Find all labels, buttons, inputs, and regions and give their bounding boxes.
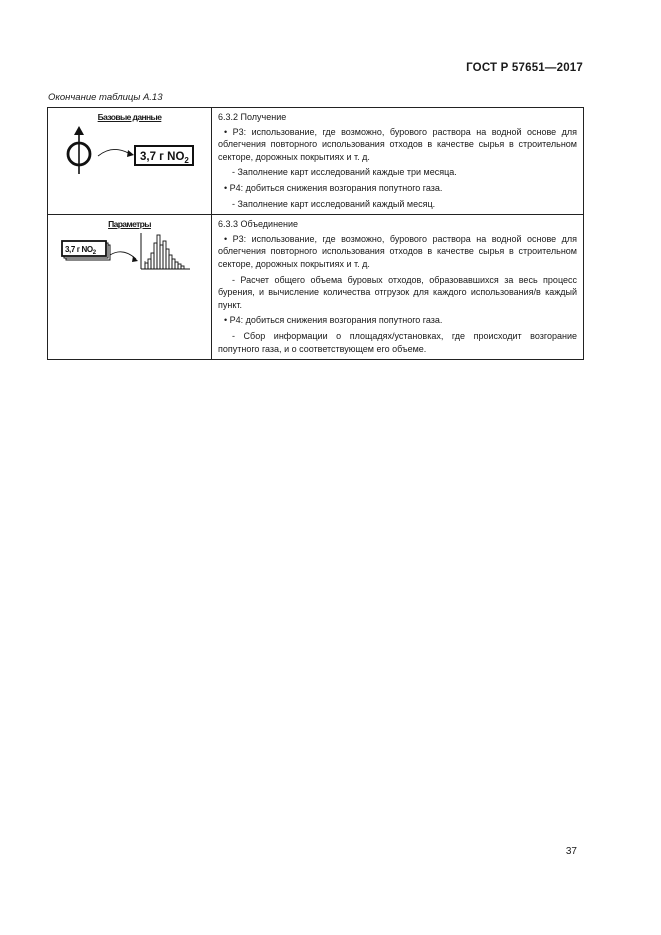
figure-cell bbox=[48, 108, 212, 215]
arrow-head-icon bbox=[74, 126, 84, 135]
table-a13 bbox=[47, 107, 584, 360]
curved-arrowhead-icon bbox=[132, 256, 138, 262]
stacked-box-text: 3,7 г $NO_2$ bbox=[65, 244, 96, 256]
parameters-diagram bbox=[48, 231, 211, 275]
meter-diagram bbox=[48, 124, 211, 188]
page-number: 37 bbox=[565, 846, 577, 857]
dash-paragraph: - Сбор информации о площадях/установках, где происходит возгорание попутного газа, и о соответствующем его объеме. bbox=[218, 330, 577, 354]
section-heading: 6.3.3 Объединение bbox=[218, 219, 299, 230]
text-cell bbox=[212, 215, 584, 360]
dash-paragraph: - Заполнение карт исследований каждый месяц. bbox=[232, 198, 436, 209]
dash-paragraph: - Заполнение карт исследований каждые три месяца. bbox=[232, 167, 457, 178]
text-cell bbox=[212, 108, 584, 215]
dash-paragraph: - Расчет общего объема буровых отходов, образовавшихся за весь процесс бурения, и вычисление количества отгрузок для каждого использования/в каждый пункт. bbox=[218, 274, 577, 310]
figure-cell bbox=[48, 215, 212, 360]
value-box-text: 3,7 г $NO_2$ bbox=[140, 150, 189, 165]
section-heading: 6.3.2 Получение bbox=[218, 112, 287, 122]
curved-arrowhead-icon bbox=[127, 150, 134, 157]
figure-title: Параметры bbox=[108, 219, 151, 230]
histogram-bars-icon bbox=[145, 235, 184, 269]
bullet-paragraph: • Р4: добиться снижения возгорания попутного газа. bbox=[224, 315, 443, 326]
table-row bbox=[48, 215, 584, 360]
bullet-paragraph: • Р3: использование, где возможно, бурового раствора на водной основе для облегчения повторного использования отходов в качестве сырья в строительном секторе, дорожных покрытиях и т. д. bbox=[218, 233, 577, 269]
table-row bbox=[48, 108, 584, 215]
curved-arrow bbox=[110, 252, 136, 259]
bullet-paragraph: • Р3: использование, где возможно, бурового раствора на водной основе для облегчения повторного использования отходов в качестве сырья в строительном секторе, дорожных покрытиях и т. д. bbox=[218, 126, 577, 162]
figure-title: Базовые данные bbox=[97, 112, 162, 122]
table-caption: Окончание таблицы А.13 bbox=[48, 92, 163, 103]
document-code: ГОСТ Р 57651—2017 bbox=[466, 62, 583, 74]
bullet-paragraph: • Р4: добиться снижения возгорания попутного газа. bbox=[224, 182, 443, 193]
curved-arrow bbox=[98, 149, 130, 156]
